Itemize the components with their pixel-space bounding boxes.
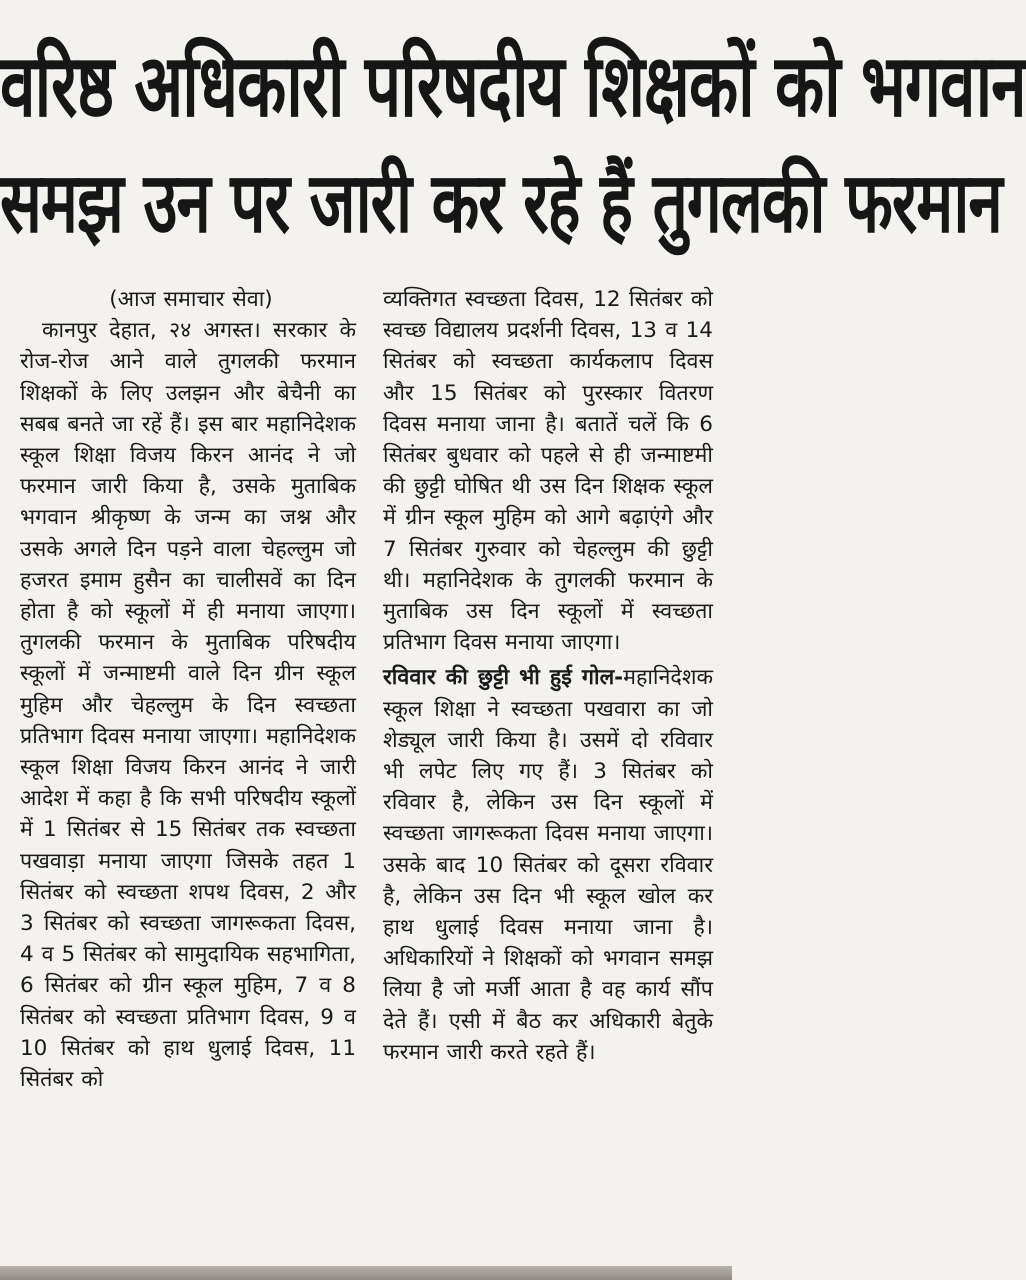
- article-body-right-2-text: महानिदेशक स्कूल शिक्षा ने स्वच्छता पखवारा का जो शेड्यूल जारी किया है। उसमें दो रविवार भी लपेट लिए गए हैं। 3 सितंबर को रविवार है, लेकिन उस दिन स्कूलों में स्वच्छता जागरूकता दिवस मनाया जाएगा। उसके बाद 10 सितंबर को दूसरा रविवार है, लेकिन उस दिन भी स्कूल खोल कर हाथ धुलाई दिवस मनाया जाना है। अधिकारियों ने शिक्षकों को भगवान समझ लिया है जो मर्जी आता है वह कार्य सौंप देते हैं। एसी में बैठ कर अधिकारी बेतुके फरमान जारी करते रहते हैं।: [383, 665, 713, 1065]
- article-body-left: कानपुर देहात, २४ अगस्त। सरकार के रोज-रोज आने वाले तुगलकी फरमान शिक्षकों के लिए उलझन और बेचैनी का सबब बनते जा रहें हैं। इस बार महानिदेशक स्कूल शिक्षा विजय किरन आनंद ने जो फरमान जारी किया है, उसके मुताबिक भगवान श्रीकृष्ण के जन्म का जश्न और उसके अगले दिन पड़ने वाला चेहल्लुम जो हजरत इमाम हुसैन का चालीसवें का दिन होता है को स्कूलों में ही मनाया जाएगा। तुगलकी फरमान के मुताबिक परिषदीय स्कूलों में जन्माष्टमी वाले दिन ग्रीन स्कूल मुहिम और चेहल्लुम के दिन स्वच्छता प्रतिभाग दिवस मनाया जाएगा। महानिदेशक स्कूल शिक्षा विजय किरन आनंद ने जारी आदेश में कहा है कि सभी परिषदीय स्कूलों में 1 सितंबर से 15 सितंबर तक स्वच्छता पखवाड़ा मनाया जाएगा जिसके तहत 1 सितंबर को स्वच्छता शपथ दिवस, 2 और 3 सितंबर को स्वच्छता जागरूकता दिवस, 4 व 5 सितंबर को सामुदायिक सहभागिता, 6 सितंबर को ग्रीन स्कूल मुहिम, 7 व 8 सितंबर को स्वच्छता प्रतिभाग दिवस, 9 व 10 सितंबर को हाथ धुलाई दिवस, 11 सितंबर को: [20, 318, 356, 1093]
- bottom-edge-strip: [0, 1266, 732, 1280]
- article-right-column: [383, 284, 713, 1068]
- headline-line-2: समझ उन पर जारी कर रहे हैं तुगलकी फरमान: [0, 153, 1002, 252]
- article-body-right: व्यक्तिगत स्वच्छता दिवस, 12 सितंबर को स्वच्छ विद्यालय प्रदर्शनी दिवस, 13 व 14 सितंबर को स्वच्छता कार्यकलाप दिवस और 15 सितंबर को पुरस्कार वितरण दिवस मनाया जाना है। बतातें चलें कि 6 सितंबर बुधवार को पहले से ही जन्माष्टमी की छुट्टी घोषित थी उस दिन शिक्षक स्कूल में ग्रीन स्कूल मुहिम को आगे बढ़ाएंगे और 7 सितंबर गुरुवार को चेहल्लुम की छुट्टी थी। महानिदेशक के तुगलकी फरमान के मुताबिक उस दिन स्कूलों में स्वच्छता प्रतिभाग दिवस मनाया जाएगा।: [383, 287, 713, 656]
- article-body-right-2: [383, 662, 713, 1068]
- headline-line-1: वरिष्ठ अधिकारी परिषदीय शिक्षकों को भगवान: [0, 37, 1026, 137]
- news-service-credit: (आज समाचार सेवा): [109, 287, 273, 312]
- article-left-column: [20, 284, 356, 1095]
- article-subheading: रविवार की छुट्टी भी हुई गोल-: [383, 665, 624, 691]
